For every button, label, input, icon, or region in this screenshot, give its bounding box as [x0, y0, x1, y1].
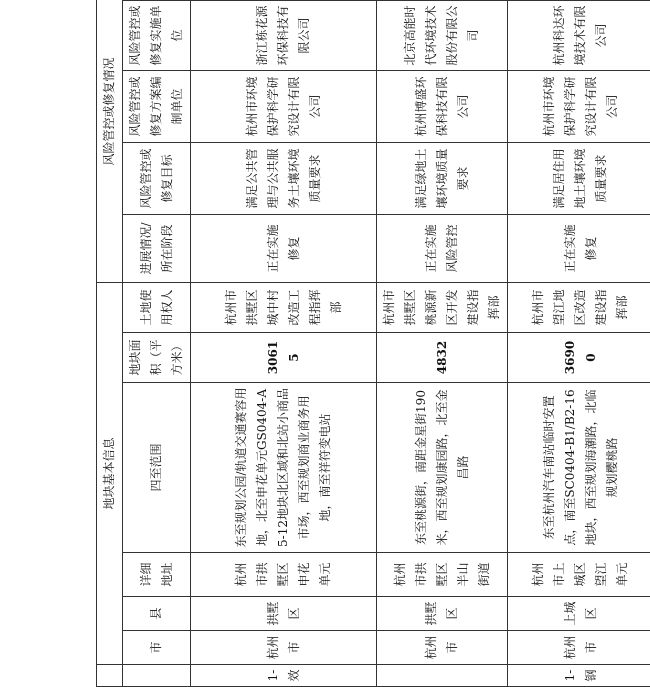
table-row [377, 0, 508, 687]
header-goal: 风险管控或修复目标 [123, 142, 191, 214]
cell-owner: 杭州市拱墅区城中村改造工程指挥部 [191, 282, 377, 332]
cell-goal: 满足公共管理与公共服务土壤环境质量要求 [191, 142, 377, 214]
cell-scope: 东至桃源街，南距金星街190米，西至规划康园路，北至金昌路 [377, 383, 508, 553]
header-scope: 四至范围 [123, 383, 191, 553]
cell-area: 36900 [508, 333, 650, 383]
cell-owner: 杭州市拱墅区桃源新区开发建设指挥部 [377, 282, 508, 332]
header-blank [123, 665, 191, 687]
cell-exec-unit: 杭州科达环境技术有限公司 [508, 0, 650, 70]
cell-scope: 东至杭州汽车南站临时安置点，南至SC0404-B1/B2-16地块，西至规划海潮路，北临规划樱桃路 [508, 383, 650, 553]
header-plan-unit: 风险管控或修复方案编制单位 [123, 70, 191, 142]
table-row [508, 0, 650, 687]
cell-address: 杭州市上城区望江单元 [508, 553, 650, 597]
cell-goal: 满足绿地土壤环境质量要求 [377, 142, 508, 214]
cell-area: 30615 [191, 333, 377, 383]
cell-plan-unit: 杭州市环境保护科学研究设计有限公司 [191, 70, 377, 142]
cell-plan-unit: 杭州博盛环保科技有限公司 [377, 70, 508, 142]
cell-scope: 东至规划公园/轨道交通赛容用地，北至申花单元GS0404-A5-12地块北区域和北站小商品市场，西至规划商业商务用地，南至祥符变电站 [191, 383, 377, 553]
cell-owner: 杭州市望江地区改造建设指挥部 [508, 282, 650, 332]
column-header-row [123, 0, 191, 687]
cell-county: 拱墅区 [377, 597, 508, 631]
row-index [377, 665, 508, 687]
cell-city: 杭州市 [191, 631, 377, 665]
cell-exec-unit: 北京高能时代环境技术股份有限公司 [377, 0, 508, 70]
row-index: 1- 钢 [508, 665, 650, 687]
table-row [191, 0, 377, 687]
header-county: 县 [123, 597, 191, 631]
cell-city: 杭州市 [377, 631, 508, 665]
header-stage: 进展情况/所在阶段 [123, 214, 191, 282]
cell-stage: 正在实施修复 [191, 214, 377, 282]
group-basic-info: 地块基本信息 [97, 282, 123, 664]
cell-area: 4832 [377, 333, 508, 383]
cell-county: 上城区 [508, 597, 650, 631]
header-exec-unit: 风险管控或修复实施单位 [123, 0, 191, 70]
corner-cell [97, 665, 123, 687]
group-header-row [97, 0, 123, 687]
cell-county: 拱墅区 [191, 597, 377, 631]
cell-address: 杭州市拱墅区申花单元 [191, 553, 377, 597]
cell-goal: 满足居住用地土壤环境质量要求 [508, 142, 650, 214]
cell-plan-unit: 杭州市环境保护科学研究设计有限公司 [508, 70, 650, 142]
header-area: 地块面积（平方米） [123, 333, 191, 383]
header-address: 详细地址 [123, 553, 191, 597]
site-info-table [96, 0, 650, 687]
header-owner: 土地使用权人 [123, 282, 191, 332]
cell-exec-unit: 浙江栋花源环保科技有限公司 [191, 0, 377, 70]
header-city: 市 [123, 631, 191, 665]
cell-address: 杭州市拱墅区半山街道 [377, 553, 508, 597]
group-risk-info: 风险管控或修复情况 [97, 0, 123, 282]
cell-city: 杭州市 [508, 631, 650, 665]
cell-stage: 正在实施修复 [508, 214, 650, 282]
row-index: 1- 效 [191, 665, 377, 687]
cell-stage: 正在实施风险管控 [377, 214, 508, 282]
